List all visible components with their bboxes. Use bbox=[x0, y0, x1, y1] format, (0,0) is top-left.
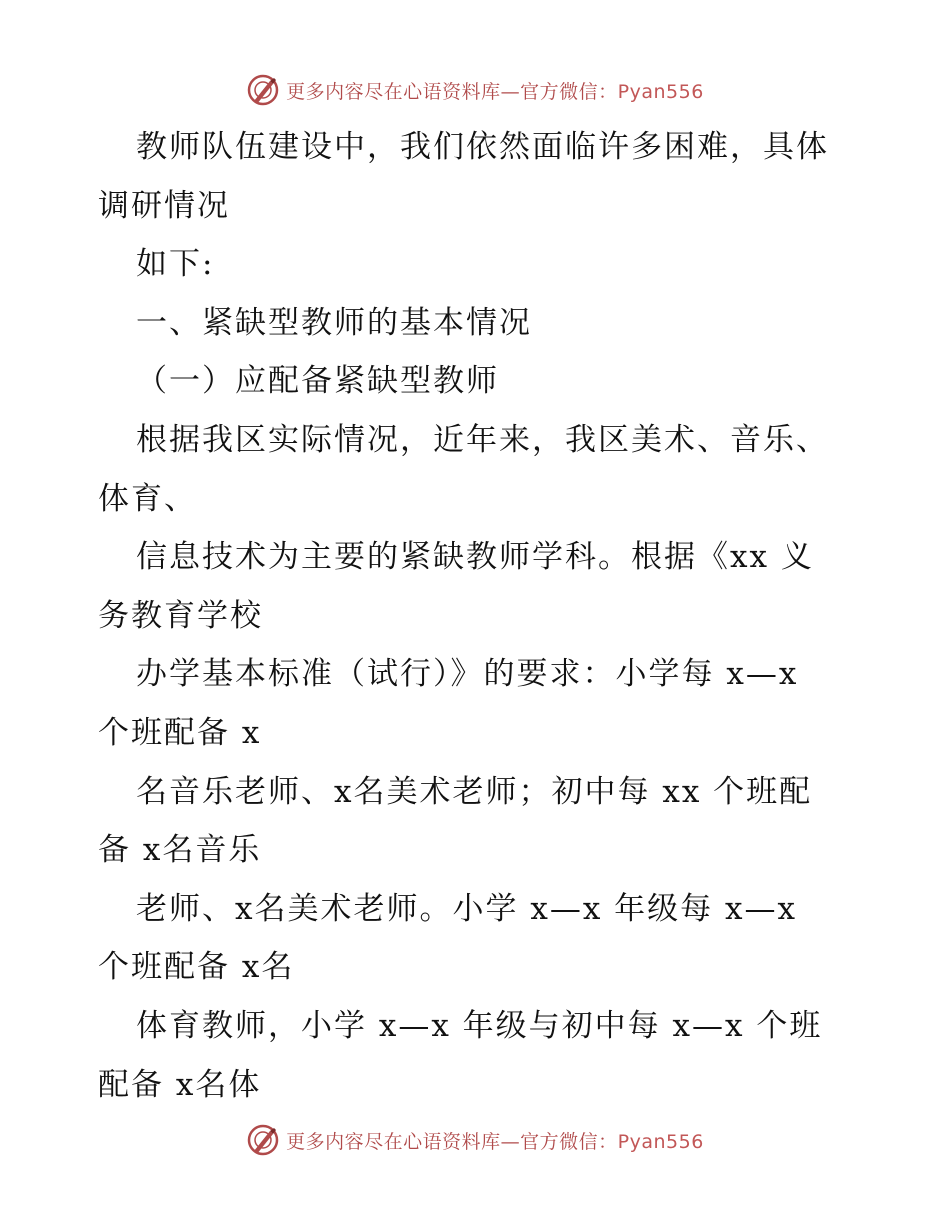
text-line: 个班配备 x名 bbox=[98, 949, 295, 986]
text-line: 如下: bbox=[136, 246, 215, 283]
text-line: 根据我区实际情况，近年来，我区美术、音乐、 bbox=[136, 421, 829, 458]
pen-logo-icon bbox=[246, 73, 280, 107]
watermark-header bbox=[0, 70, 950, 110]
text-line: 体育教师，小学 x—x 年级与初中每 x—x 个班 bbox=[136, 1007, 823, 1044]
text-line: 教师队伍建设中，我们依然面临许多困难，具体 bbox=[136, 129, 829, 165]
text-line: 老师、x名美术老师。小学 x—x 年级每 x—x bbox=[136, 890, 797, 927]
watermark-label: 更多内容尽在心语资料库—官方微信： bbox=[286, 80, 618, 103]
text-line: 办学基本标准（试行）》的要求：小学每 x—x bbox=[136, 656, 799, 693]
watermark-footer bbox=[0, 1120, 950, 1160]
watermark-wechat-id: Pyan556 bbox=[617, 80, 704, 103]
text-line: 务教育学校 bbox=[98, 597, 263, 634]
document-body bbox=[98, 118, 878, 1114]
text-line: 个班配备 x bbox=[98, 714, 262, 751]
text-line: 备 x名音乐 bbox=[98, 832, 262, 869]
watermark-label: 更多内容尽在心语资料库—官方微信： bbox=[286, 1130, 618, 1153]
pen-logo-icon bbox=[246, 1123, 280, 1157]
watermark-text bbox=[286, 77, 704, 104]
text-line: 配备 x名体 bbox=[98, 1066, 262, 1103]
watermark-text bbox=[286, 1127, 704, 1154]
text-line: 名音乐老师、x名美术老师；初中每 xx 个班配 bbox=[136, 773, 813, 810]
text-line: 调研情况 bbox=[98, 187, 230, 224]
text-line: （一）应配备紧缺型教师 bbox=[136, 363, 499, 400]
text-line: 信息技术为主要的紧缺教师学科。根据《xx 义 bbox=[136, 539, 814, 576]
text-line: 一、紧缺型教师的基本情况 bbox=[136, 304, 532, 341]
watermark-wechat-id: Pyan556 bbox=[617, 1130, 704, 1153]
text-line: 体育、 bbox=[98, 480, 197, 517]
